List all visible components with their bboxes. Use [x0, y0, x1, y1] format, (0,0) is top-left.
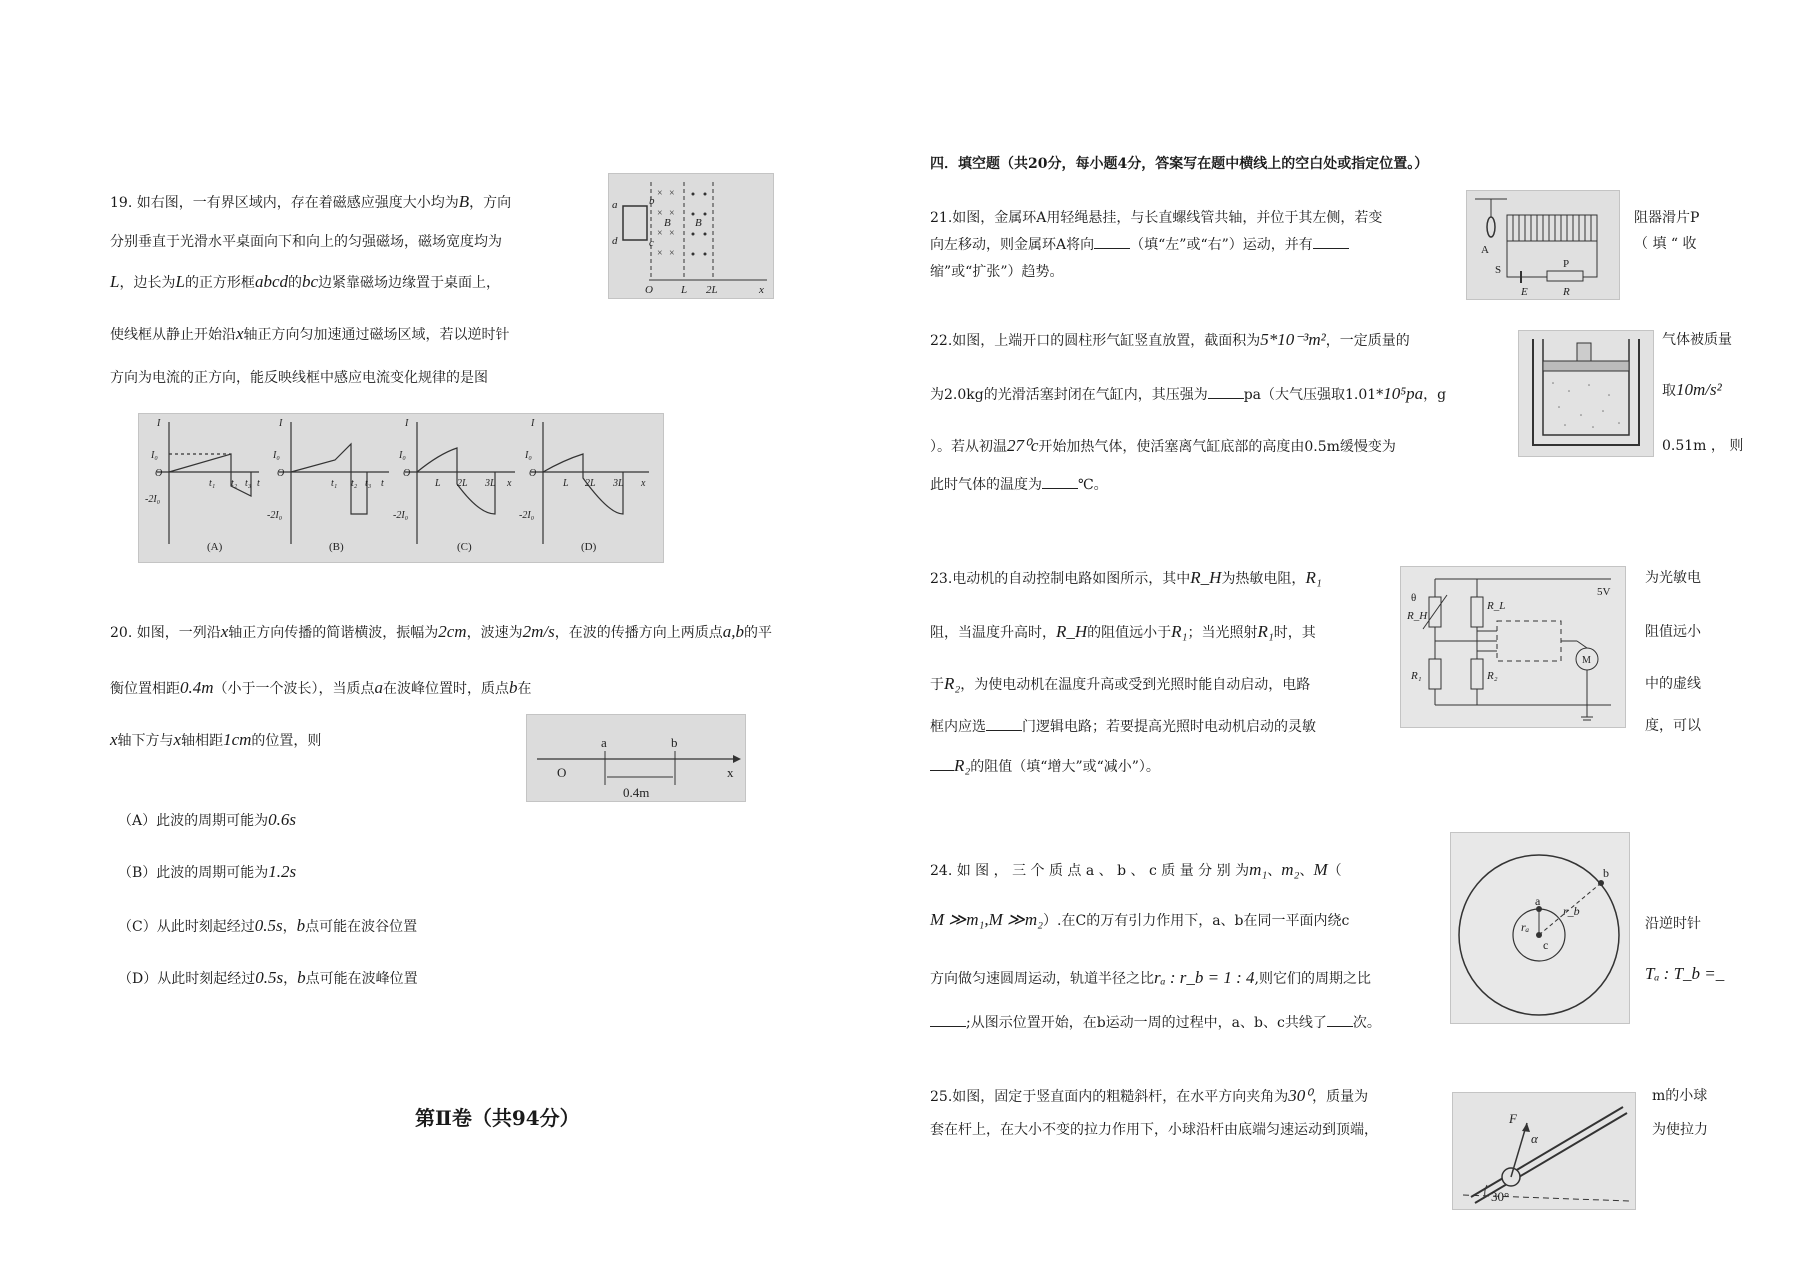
q20-option-B: （B）此波的周期可能为1.2s: [118, 862, 297, 881]
q25-fig-F: F: [1509, 1111, 1517, 1126]
optB-I: I: [279, 418, 283, 429]
q25-line1-right: m的小球: [1652, 1088, 1708, 1104]
optA-t1: t₁: [209, 478, 216, 489]
fig-label-a: a: [612, 199, 618, 211]
optC-caption: (C): [457, 541, 472, 553]
optA-caption: (A): [207, 541, 223, 553]
q24-line2: M ≫m₁,M ≫m₂）.在C的万有引力作用下，a、b在同一平面内绕c: [930, 910, 1350, 929]
q20-fig-a: a: [601, 735, 607, 750]
optD-L: L: [563, 478, 569, 489]
q25-line2-right: 为使拉力: [1652, 1122, 1708, 1138]
q20-fig-x: x: [727, 765, 734, 780]
svg-text:×: ×: [669, 248, 675, 259]
part2-title: 第Ⅱ卷（共94分）: [415, 1106, 580, 1130]
q21-line1-right: 阻器滑片P: [1634, 210, 1700, 226]
svg-text:×: ×: [657, 248, 663, 259]
svg-text:×: ×: [657, 228, 663, 239]
q19-line1: 19. 如右图，一有界区域内，存在着磁感应强度大小均为B，方向: [110, 192, 512, 211]
q20-option-D: （D）从此时刻起经过0.5s，b点可能在波峰位置: [118, 968, 418, 987]
q24-line3: 方向做匀速圆周运动，轨道半径之比rₐ : r_b = 1 : 4,则它们的周期之比: [930, 968, 1371, 987]
q20-wave-figure: [526, 714, 746, 802]
q21-line2: 向左移动，则金属环A将向 （填“左”或“右”）运动，并有: [930, 234, 1349, 255]
q24-fig-a: a: [1535, 894, 1541, 908]
q24-fig-c: c: [1543, 938, 1549, 952]
q23-line3: 于R₂，为使电动机在温度升高或受到光照时能自动启动，电路: [930, 674, 1311, 693]
fig-label-O: O: [645, 284, 653, 296]
q25-line1: 25.如图，固定于竖直面内的粗糙斜杆，在水平方向夹角为30⁰，质量为: [930, 1086, 1369, 1105]
optA-I: I: [157, 418, 161, 429]
q24-fig-b: b: [1603, 866, 1609, 880]
optA-O: O: [155, 468, 163, 479]
q19-options-figure: [138, 413, 664, 563]
q22-line3: ）。若从初温27⁰c开始加热气体，使活塞离气缸底部的高度由0.5m缓慢变为: [930, 436, 1396, 455]
optC-I0: I₀: [399, 450, 406, 461]
optA-I0: I₀: [151, 450, 158, 461]
optC-O: O: [403, 468, 411, 479]
q23-fig-5V: 5V: [1597, 586, 1611, 598]
optC-neg2I0: -2I₀: [393, 510, 409, 521]
q23-blank-2[interactable]: [930, 756, 954, 771]
optD-x: x: [641, 478, 646, 489]
q21-blank-2[interactable]: [1313, 234, 1349, 249]
optB-t: t: [381, 478, 384, 489]
q23-fig-RH: R_H: [1407, 610, 1428, 622]
q23-line2-right: 阻值远小: [1645, 624, 1701, 640]
q22-line3-right: 0.51m ， 则: [1662, 438, 1744, 454]
optD-I0: I₀: [525, 450, 532, 461]
optD-3L: 3L: [613, 478, 624, 489]
q24-line3-right: Tₐ : T_b =_: [1645, 964, 1725, 983]
q19-line5: 方向为电流的正方向，能反映线框中感应电流变化规律的是图: [110, 370, 488, 386]
optA-neg2I0: -2I₀: [145, 494, 161, 505]
q24-blank-2[interactable]: [1327, 1012, 1353, 1027]
q21-line2-right: （ 填 “ 收: [1634, 236, 1697, 252]
q20-line3: x轴下方与x轴相距1cm的位置，则: [110, 730, 322, 749]
q24-line4: ;从图示位置开始，在b运动一周的过程中，a、b、c共线了 次。: [930, 1012, 1381, 1033]
q24-orbit-figure: [1450, 832, 1630, 1024]
q21-blank-1[interactable]: [1094, 234, 1130, 249]
q22-cylinder-figure: [1518, 330, 1654, 457]
fig-label-c: c: [649, 237, 654, 249]
optA-t: t: [257, 478, 260, 489]
q20-option-A: （A）此波的周期可能为0.6s: [118, 810, 296, 829]
q21-fig-A: A: [1481, 244, 1489, 256]
q20-option-C: （C）从此时刻起经过0.5s，b点可能在波谷位置: [118, 916, 418, 935]
q23-circuit-figure: [1400, 566, 1626, 728]
q21-fig-R: R: [1563, 286, 1570, 298]
optB-t1: t₁: [331, 478, 338, 489]
optC-L: L: [435, 478, 441, 489]
q23-line2: 阻，当温度升高时，R_H的阻值远小于R₁；当光照射R₁时，其: [930, 622, 1316, 641]
q24-blank-1[interactable]: [930, 1012, 966, 1027]
optB-t3: t₃: [365, 478, 372, 489]
optB-O: O: [277, 468, 285, 479]
q25-incline-figure: [1452, 1092, 1636, 1210]
q21-line1: 21.如图，金属环A用轻绳悬挂，与长直螺线管共轴，并位于其左侧，若变: [930, 210, 1383, 226]
optD-I: I: [531, 418, 535, 429]
optA-t2: t₂: [231, 478, 238, 489]
q22-line1: 22.如图，上端开口的圆柱形气缸竖直放置，截面积为5*10⁻³m²，一定质量的: [930, 330, 1410, 349]
q21-line3: 缩”或“扩张”）趋势。: [930, 264, 1064, 280]
q23-blank-1[interactable]: [986, 716, 1022, 731]
optB-t2: t₂: [351, 478, 358, 489]
svg-text:×: ×: [657, 188, 663, 199]
q23-fig-R2: R₂: [1487, 670, 1498, 682]
q20-fig-dist: 0.4m: [623, 785, 650, 800]
q19-line4: 使线框从静止开始沿x轴正方向匀加速通过磁场区域，若以逆时针: [110, 324, 510, 343]
q23-line4-right: 度，可以: [1645, 718, 1701, 734]
q24-fig-rb: r_b: [1563, 904, 1580, 918]
q23-line4: 框内应选 门逻辑电路；若要提高光照时电动机启动的灵敏: [930, 716, 1316, 737]
svg-text:×: ×: [669, 228, 675, 239]
q23-line3-right: 中的虚线: [1645, 676, 1701, 692]
optB-I0: I₀: [273, 450, 280, 461]
q25-fig-alpha: α: [1531, 1131, 1538, 1146]
optB-caption: (B): [329, 541, 344, 553]
fig-label-x: x: [759, 284, 764, 296]
q21-fig-S: S: [1495, 264, 1502, 276]
q20-line2: 衡位置相距0.4m（小于一个波长），当质点a在波峰位置时，质点b在: [110, 678, 532, 697]
q20-fig-O: O: [557, 765, 567, 780]
optC-I: I: [405, 418, 409, 429]
q21-figure: [1466, 190, 1620, 300]
q22-line2-right: 取10m/s²: [1662, 380, 1722, 399]
fig-label-L: L: [681, 284, 688, 296]
optD-2L: 2L: [585, 478, 596, 489]
q23-fig-R1: R₁: [1411, 670, 1422, 682]
q21-fig-E: E: [1521, 286, 1528, 298]
svg-text:×: ×: [669, 188, 675, 199]
optC-x: x: [507, 478, 512, 489]
q24-fig-ra: rₐ: [1521, 920, 1530, 934]
q24-line1: 24. 如 图 ， 三 个 质 点 a 、 b 、 c 质 量 分 别 为m₁、m₂、M（: [930, 860, 1342, 879]
svg-text:×: ×: [669, 208, 675, 219]
q21-fig-P: P: [1563, 258, 1570, 270]
q19-line3: L，边长为L的正方形框abcd的bc边紧靠磁场边缘置于桌面上，: [110, 272, 501, 291]
q25-line2: 套在杆上，在大小不变的拉力作用下，小球沿杆由底端匀速运动到顶端，: [930, 1122, 1378, 1138]
q24-line2-right: 沿逆时针: [1645, 916, 1701, 932]
optC-2L: 2L: [457, 478, 468, 489]
q25-fig-30deg: 30°: [1491, 1189, 1510, 1204]
fig-label-2L: 2L: [706, 284, 718, 296]
q23-line1-right: 为光敏电: [1645, 570, 1701, 586]
fig-label-B2: B: [695, 217, 702, 229]
section-title: 四．填空题（共20分，每小题4分，答案写在题中横线上的空白处或指定位置。）: [930, 156, 1429, 172]
optC-3L: 3L: [485, 478, 496, 489]
fig-label-d: d: [612, 235, 618, 247]
q22-blank-2[interactable]: [1042, 474, 1078, 489]
q19-field-figure: [608, 173, 774, 299]
optA-t3: t₃: [245, 478, 252, 489]
q22-line4: 此时气体的温度为 ℃。: [930, 474, 1108, 495]
optB-neg2I0: -2I₀: [267, 510, 283, 521]
optD-O: O: [529, 468, 537, 479]
q22-blank-1[interactable]: [1208, 384, 1244, 399]
q19-line2: 分别垂直于光滑水平桌面向下和向上的匀强磁场，磁场宽度均为: [110, 234, 502, 250]
optD-neg2I0: -2I₀: [519, 510, 535, 521]
fig-label-B1: B: [664, 217, 671, 229]
q23-line5: R₂的阻值（填“增大”或“减小”）。: [930, 756, 1160, 777]
q20-line1: 20. 如图，一列沿x轴正方向传播的简谐横波，振幅为2cm，波速为2m/s，在波的传播方向上两质点a,b的平: [110, 622, 772, 641]
q20-fig-b: b: [671, 735, 678, 750]
q23-line1: 23.电动机的自动控制电路如图所示，其中R_H为热敏电阻，R₁: [930, 568, 1322, 587]
optD-caption: (D): [581, 541, 597, 553]
fig-label-b: b: [649, 195, 655, 207]
svg-text:×: ×: [657, 208, 663, 219]
q22-line1-right: 气体被质量: [1662, 332, 1732, 348]
q22-line2: 为2.0kg的光滑活塞封闭在气缸内，其压强为 pa（大气压强取1.01*10⁵pa，g: [930, 384, 1447, 403]
q23-fig-theta: θ: [1411, 592, 1417, 604]
q23-fig-RL: R_L: [1487, 600, 1506, 612]
q23-fig-M: M: [1582, 655, 1591, 666]
